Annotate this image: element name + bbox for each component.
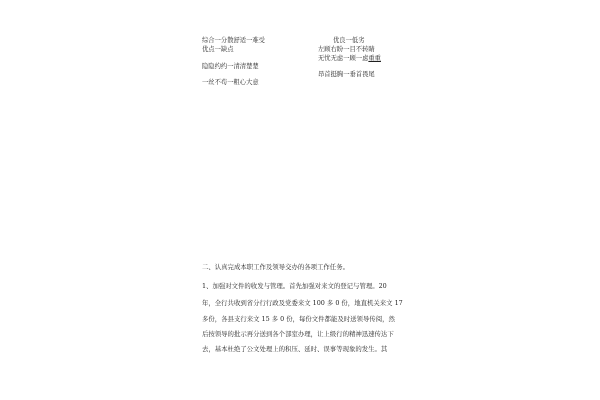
paragraph-line-4: 后按领导的批示再分送到各个部室办理，让上级行的精神迅速传达下 <box>202 330 394 338</box>
paragraph-line-3: 多份，各县支行来文 15 多 0 份，每份文件都能及时送领导传阅，然 <box>202 315 395 323</box>
paragraph-line-5: 去，基本杜绝了公文处理上的积压、延时、误事等现象的发生。其 <box>202 345 388 353</box>
antonym-right-2: 左顾右盼一目不转睛 <box>318 46 375 53</box>
antonym-left-2: 优点一缺点 <box>202 46 234 53</box>
section-heading: 二、认真完成本职工作及领导交办的各项工作任务。 <box>202 263 349 271</box>
antonym-left-4: 一丝不苟一粗心大意 <box>202 79 259 86</box>
antonym-left-1: 综合一分散舒适一难受 <box>202 37 265 44</box>
antonym-right-4: 昂首挺胸一垂首畏尾 <box>318 71 375 78</box>
antonym-right-3: 无忧无虑一顾一虑 <box>318 55 369 62</box>
paragraph-line-1: 1、加强对文件的收发与管理。首先加强对来文的登记与管理。20 <box>202 282 387 290</box>
antonym-right-3-underlined: 重重 <box>368 55 381 62</box>
antonym-right-3-wrapper <box>318 55 381 63</box>
antonym-left-3: 隐隐约约一清清楚楚 <box>202 63 259 70</box>
antonym-right-1: 优良一低劣 <box>333 37 365 44</box>
paragraph-line-2: 年，全行共收到省分行行政及党委来文 100 多 0 份，地直机关来文 17 <box>202 299 403 307</box>
